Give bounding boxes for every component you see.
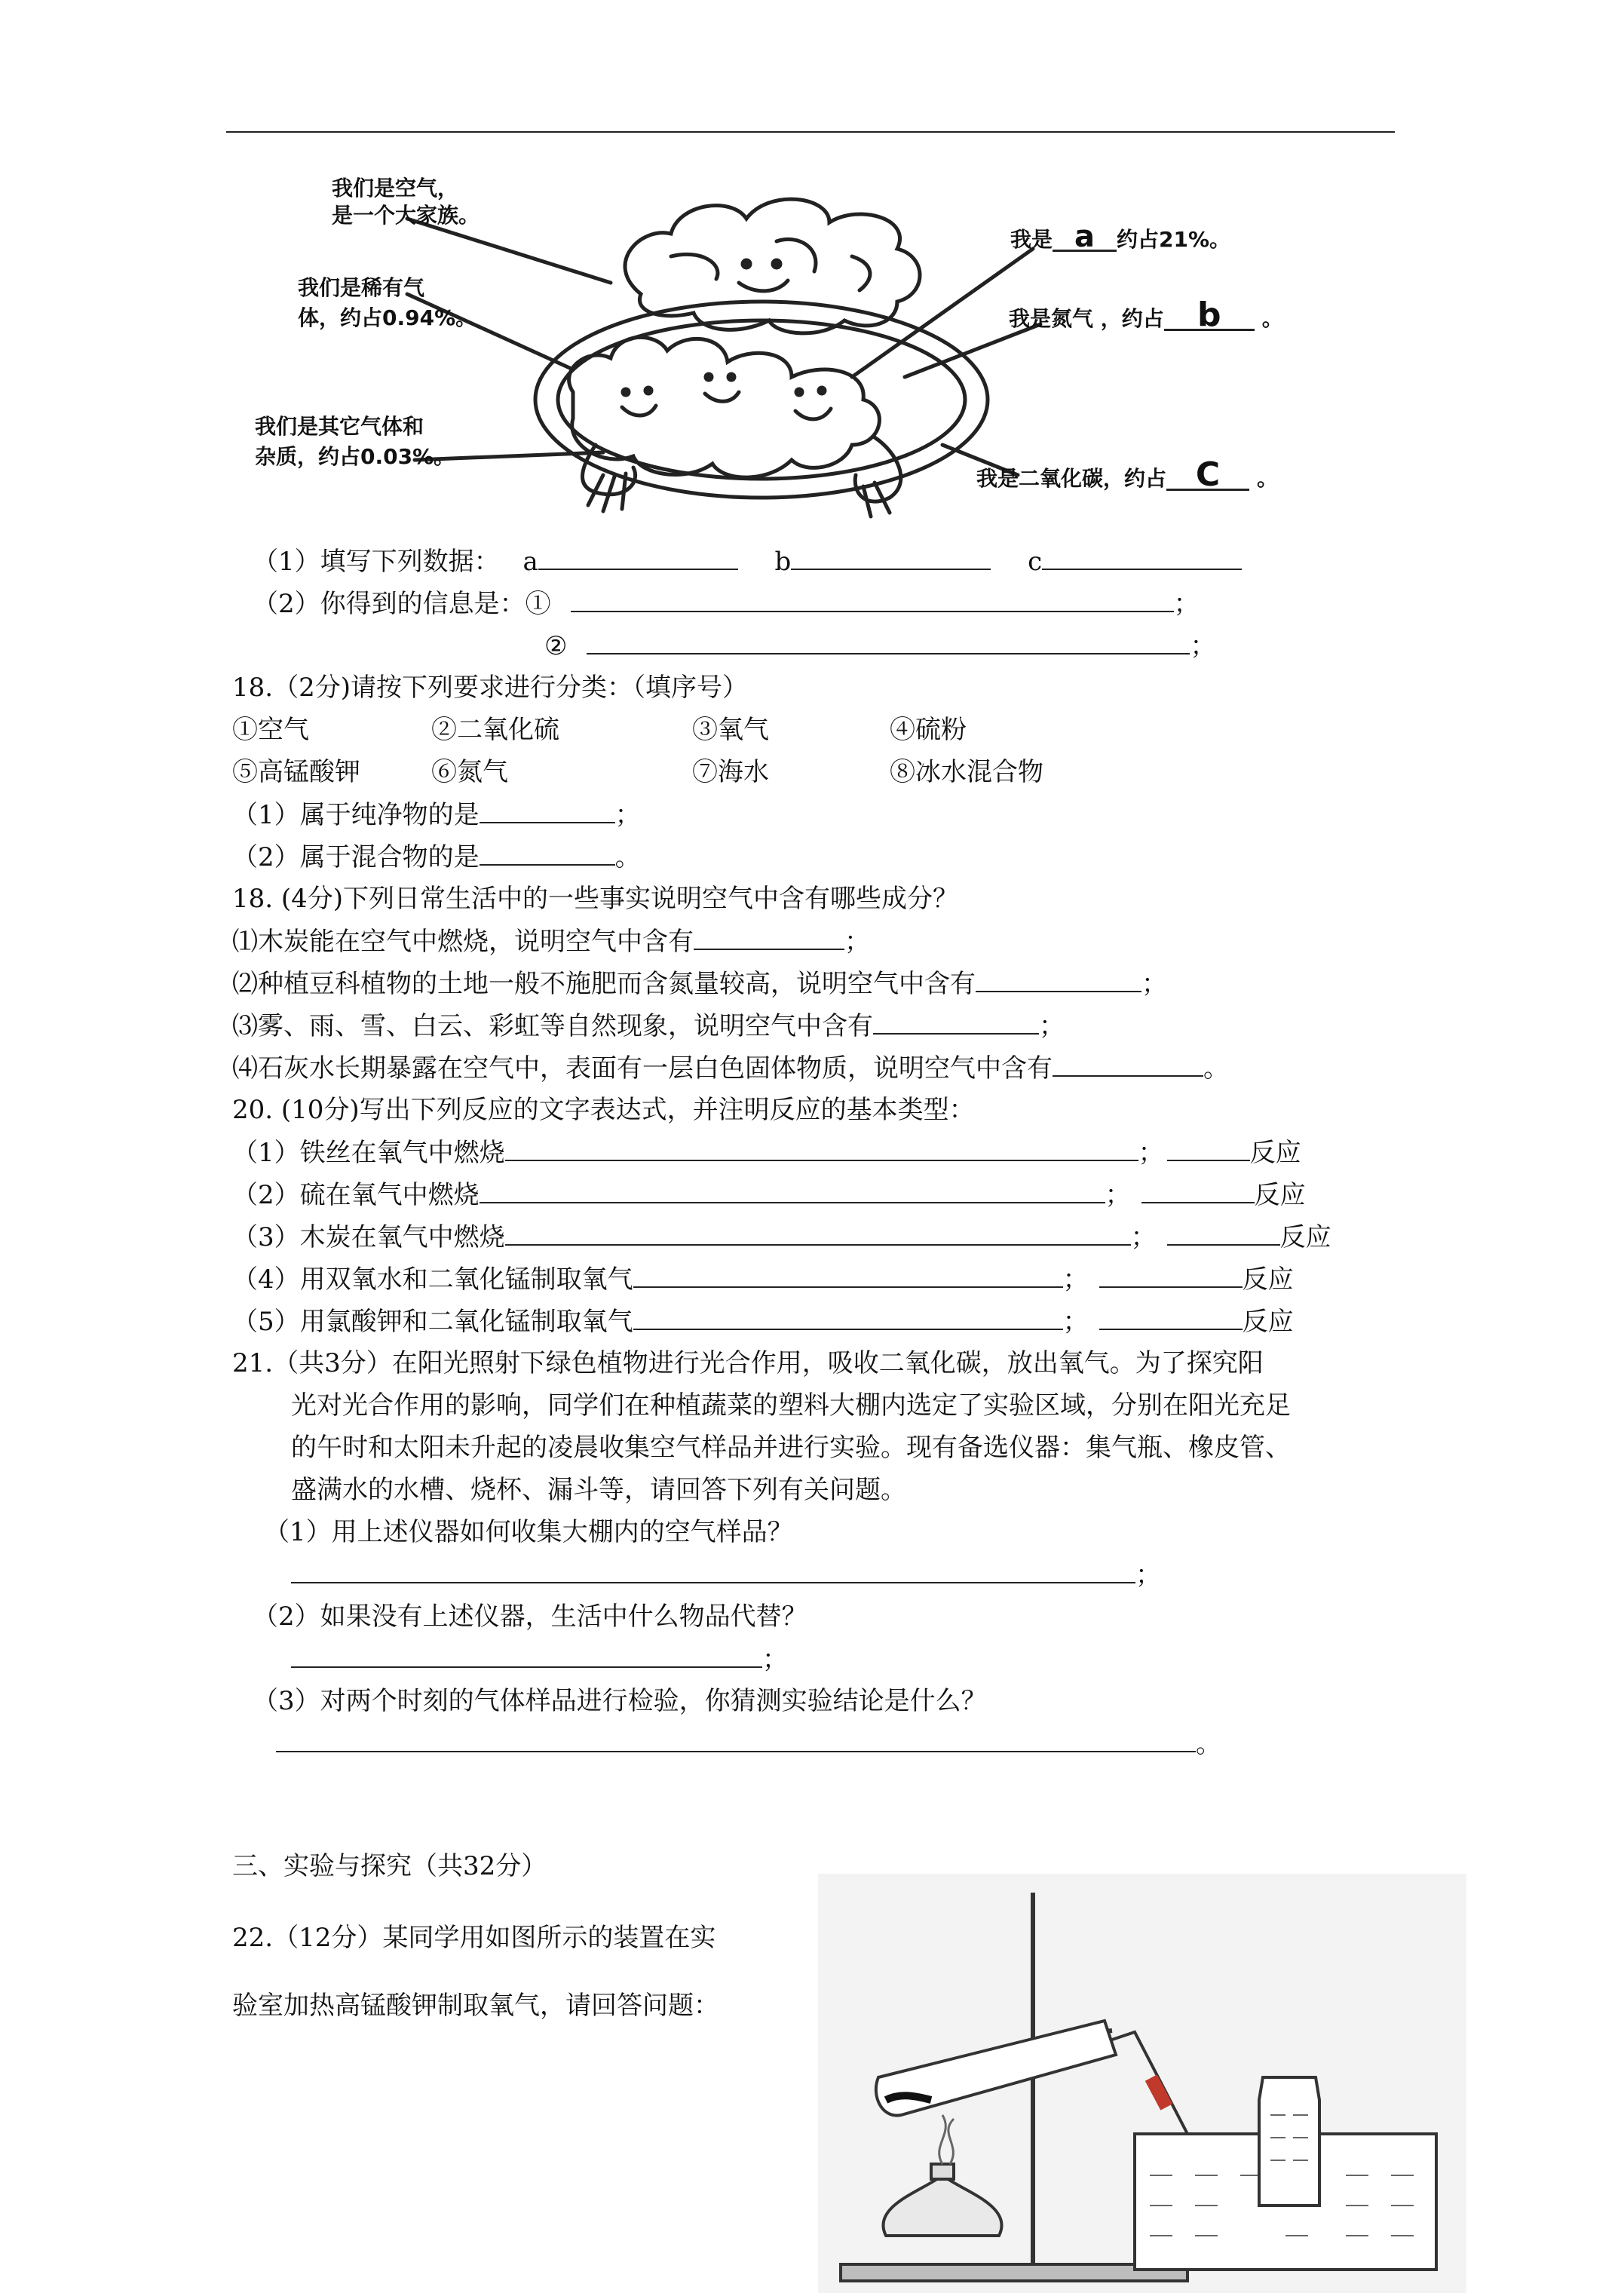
q20-r3: （3）木炭在氧气中燃烧 ； 反应	[232, 1222, 1331, 1252]
q18a-item-2: ②二氧化硫	[431, 715, 559, 745]
q18b-line4: ⑷石灰水长期暴露在空气中，表面有一层白色固体物质，说明空气中含有 。	[232, 1053, 1229, 1084]
lab-apparatus-figure	[818, 1874, 1466, 2293]
q18a-item-6: ⑥氮气	[431, 757, 508, 787]
q20-r1: （1）铁丝在氧气中燃烧 ； 反应	[232, 1138, 1301, 1168]
q18a-item-5: ⑤高锰酸钾	[232, 757, 360, 787]
q21-line1: 21.（共3分）在阳光照射下绿色植物进行光合作用，吸收二氧化碳，放出氧气。为了探究阳	[232, 1348, 1264, 1378]
q18a-item-4: ④硫粉	[890, 715, 967, 745]
blank-fact-1[interactable]	[694, 926, 844, 950]
blank-fact-3[interactable]	[873, 1010, 1039, 1035]
label-other-gas: 我们是其它气体和 杂质，约占0.03%。	[255, 414, 455, 469]
q21-sub1-answer: ；	[291, 1559, 1161, 1590]
blank-type-1[interactable]	[1167, 1137, 1250, 1161]
header-rule	[226, 131, 1395, 133]
q22-line1: 22.（12分）某同学用如图所示的装置在实	[232, 1923, 716, 1953]
q18b-line2: ⑵种植豆科植物的土地一般不施肥而含氮量较高，说明空气中含有 ；	[232, 969, 1167, 999]
label-nitrogen: 我是氮气 ，约占 b 。	[1009, 296, 1283, 334]
blank-info-2[interactable]	[587, 630, 1190, 654]
q18a-pure: （1）属于纯净物的是 ；	[232, 800, 641, 830]
q20-r4: （4）用双氧水和二氧化锰制取氧气 ； 反应	[232, 1264, 1294, 1295]
q20-r2: （2）硫在氧气中燃烧 ； 反应	[232, 1180, 1306, 1210]
blank-a[interactable]	[538, 546, 738, 570]
label-rare-gas: 我们是稀有气 体，约占0.94%。	[298, 275, 477, 330]
q17-part1: （1）填写下列数据： a b c	[253, 546, 1242, 577]
q18a-mixture: （2）属于混合物的是 。	[232, 842, 641, 872]
blank-type-2[interactable]	[1141, 1179, 1255, 1203]
q18b-line3: ⑶雾、雨、雪、白云、彩虹等自然现象，说明空气中含有 ；	[232, 1011, 1065, 1041]
blank-type-4[interactable]	[1099, 1264, 1243, 1288]
q18a-title: 18.（2分)请按下列要求进行分类：（填序号）	[232, 673, 748, 703]
q18a-item-3: ③氧气	[692, 715, 769, 745]
blank-reaction-2[interactable]	[480, 1179, 1105, 1203]
blank-mixture[interactable]	[480, 841, 615, 866]
q21-sub3: （3）对两个时刻的气体样品进行检验，你猜测实验结论是什么？	[253, 1686, 987, 1716]
q20-r5: （5）用氯酸钾和二氧化锰制取氧气 ； 反应	[232, 1307, 1294, 1337]
q17-part2-line2: ② ；	[544, 631, 1216, 661]
label-co2: 我是二氧化碳，约占 C 。	[976, 455, 1279, 494]
q21-line4: 盛满水的水槽、烧杯、漏斗等，请回答下列有关问题。	[291, 1475, 906, 1505]
blank-reaction-1[interactable]	[505, 1137, 1138, 1161]
blank-pure[interactable]	[480, 799, 615, 823]
blank-q21-2[interactable]	[291, 1644, 762, 1668]
q20-title: 20. (10分)写出下列反应的文字表达式，并注明反应的基本类型：	[232, 1095, 975, 1125]
q21-sub2-answer: ；	[291, 1644, 788, 1675]
q21-sub3-answer: 。	[276, 1728, 1221, 1759]
letter-c: C	[1166, 461, 1249, 491]
label-oxygen: 我是 a 约占21%。	[1010, 219, 1231, 254]
blank-q21-3[interactable]	[276, 1728, 1196, 1752]
blank-reaction-4[interactable]	[633, 1264, 1063, 1288]
blank-reaction-5[interactable]	[633, 1306, 1063, 1330]
q18b-title: 18. (4分)下列日常生活中的一些事实说明空气中含有哪些成分？	[232, 884, 959, 914]
q21-sub1: （1）用上述仪器如何收集大棚内的空气样品？	[264, 1517, 793, 1547]
blank-fact-2[interactable]	[976, 968, 1141, 992]
letter-b: b	[1164, 302, 1255, 331]
q18a-item-1: ①空气	[232, 715, 309, 745]
letter-a: a	[1053, 224, 1117, 252]
q21-line3: 的午时和太阳未升起的凌晨收集空气样品并进行实验。现有备选仪器：集气瓶、橡皮管、	[291, 1433, 1291, 1463]
blank-type-5[interactable]	[1099, 1306, 1243, 1330]
q22-line2: 验室加热高锰酸钾制取氧气，请回答问题：	[232, 1991, 719, 2021]
section3-title: 三、实验与探究（共32分）	[232, 1851, 547, 1881]
blank-type-3[interactable]	[1167, 1222, 1280, 1246]
q17-part2-line1: （2）你得到的信息是：① ；	[253, 589, 1200, 619]
q18b-line1: ⑴木炭能在空气中燃烧，说明空气中含有 ；	[232, 927, 870, 957]
blank-q21-1[interactable]	[291, 1559, 1135, 1583]
q18a-item-7: ⑦海水	[692, 757, 769, 787]
blank-c[interactable]	[1042, 546, 1242, 570]
label-air-family: 我们是空气， 是一个大家族。	[332, 176, 480, 228]
blank-fact-4[interactable]	[1053, 1053, 1203, 1077]
blank-b[interactable]	[791, 546, 991, 570]
blank-info-1[interactable]	[571, 588, 1174, 612]
q21-sub2: （2）如果没有上述仪器，生活中什么物品代替？	[253, 1602, 807, 1632]
q18a-item-8: ⑧冰水混合物	[890, 757, 1043, 787]
blank-reaction-3[interactable]	[505, 1222, 1131, 1246]
q21-line2: 光对光合作用的影响，同学们在种植蔬菜的塑料大棚内选定了实验区域，分别在阳光充足	[291, 1390, 1291, 1421]
